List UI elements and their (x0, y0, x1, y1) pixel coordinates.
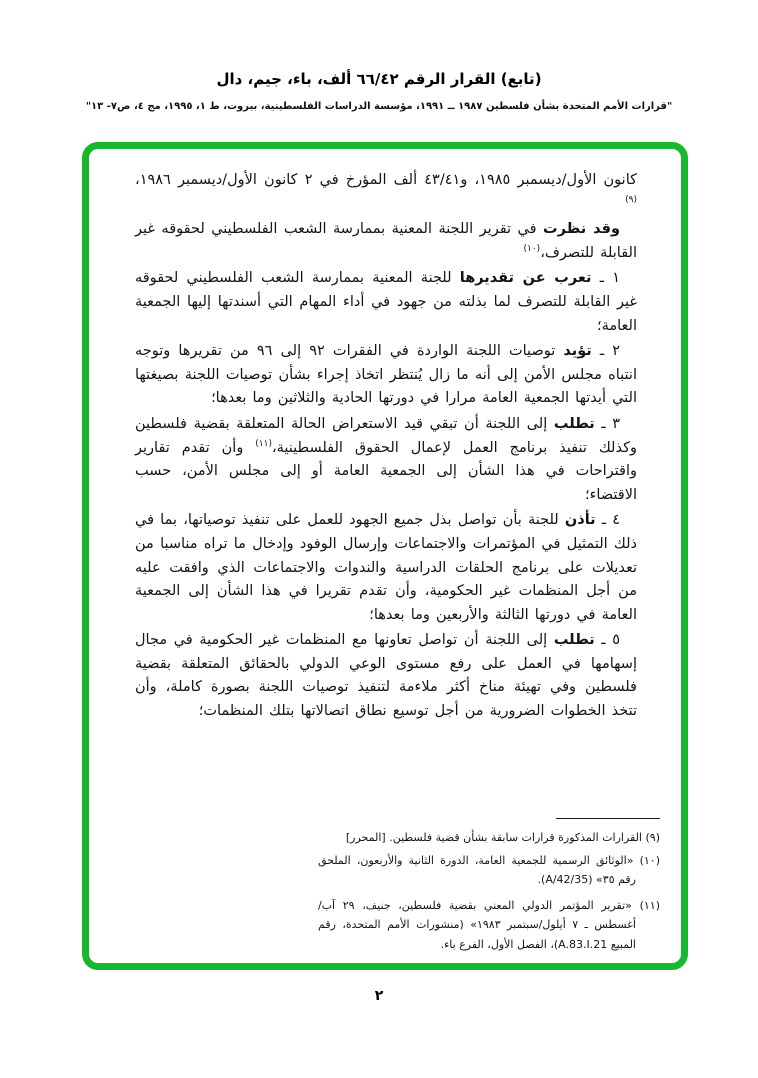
footnote-9 (318, 828, 660, 848)
footnote-separator (556, 818, 660, 819)
resolution-continuation-title: (تابع) القرار الرقم ٦٦/٤٢ ألف، باء، جيم، دال (216, 70, 542, 88)
document-frame (82, 142, 688, 970)
resolution-body (89, 149, 681, 724)
paragraph-having-considered: وقد نظرت في تقرير اللجنة المعنية بممارسة الشعب الفلسطيني لحقوقه غير القابلة للتصرف،$^{(١٠)}$ (135, 221, 637, 261)
footnotes-section (318, 818, 660, 957)
footnote-9-text: القرارات المذكورة قرارات سابقة بشأن قضية فلسطين. [المحرر] (345, 831, 642, 844)
footnote-11 (318, 896, 660, 955)
footnote-10-text: «الوثائق الرسمية للجمعية العامة، الدورة الثانية والأربعون، الملحق رقم ٣٥» (A/42/35). (318, 853, 636, 886)
footnote-10 (318, 851, 660, 890)
footnote-11-marker: (١١) (639, 898, 660, 912)
footnote-10-marker: (١٠) (639, 853, 660, 867)
paragraph-operative-4: ٤ ـ تأذن للجنة بأن تواصل بذل جميع الجهود للعمل على تنفيذ توصياتها، بما في ذلك التمثيل في المؤتمرات والاجتماعات وإرسال الوفود وإدخال ما تراه مناسبا من تعديلات على برنامج الحلقات الدراسية والندوات والاجتماعات الذي وافقت عليه من أجل المنظمات غير الحكومية، وأن تقدم تقريرا في هذا الشأن إلى الجمعية العامة في دورتها الثالثة والأربعين وما بعدها؛ (135, 512, 637, 623)
paragraph-operative-5: ٥ ـ تطلب إلى اللجنة أن تواصل تعاونها مع المنظمات غير الحكومية في مجال إسهامها في العمل على رفع مستوى الوعي الدولي بالحقائق المتعلقة بقضية فلسطين وفي تهيئة مناخ أكثر ملاءمة لتنفيذ توصيات اللجنة بصورة كاملة، وأن تتخذ الخطوات الضرورية من أجل توسيع نطاق اتصالاتها بتلك المنظمات؛ (135, 632, 637, 720)
page-number: ٢ (374, 988, 384, 1004)
paragraph-operative-3: ٣ ـ تطلب إلى اللجنة أن تبقي قيد الاستعراض الحالة المتعلقة بقضية فلسطين وكذلك تنفيذ برنامج العمل لإعمال الحقوق الفلسطينية،$^{(١١)}$ وأن تقدم تقارير واقتراحات في هذا الشأن إلى الجمعية العامة أو إلى مجلس الأمن، حسب الاقتضاء؛ (135, 415, 637, 503)
source-citation: "قرارات الأمم المتحدة بشأن فلسطين ١٩٨٧ ــ ١٩٩١، مؤسسة الدراسات الفلسطينية، بيروت، ط ١، ١٩٩٥، مج ٤، ص٧- ١٣" (85, 101, 673, 112)
paragraph-preamble-continuation: كانون الأول/ديسمبر ١٩٨٥، و٤٣/٤١ ألف المؤرخ في ٢ كانون الأول/ديسمبر ١٩٨٦،$^{(٩)}$ (135, 172, 638, 205)
footnote-9-marker: (٩) (645, 831, 660, 844)
paragraph-operative-1: ١ ـ تعرب عن تقديرها للجنة المعنية بممارسة الشعب الفلسطيني لحقوقه غير القابلة للتصرف لما بذلته من جهود في أداء المهام التي أسندتها إليها الجمعية العامة؛ (135, 270, 637, 334)
paragraph-operative-2: ٢ ـ تؤيد توصيات اللجنة الواردة في الفقرات ٩٢ إلى ٩٦ من تقريرها وتوجه انتباه مجلس الأمن إلى أنه ما زال يُنتظر اتخاذ إجراء بشأن توصيات اللجنة بصيغتها التي أيدتها الجمعية العامة مرارا في دورتها الحادية والثلاثين وما بعدها؛ (135, 343, 637, 407)
footnote-11-text: «تقرير المؤتمر الدولي المعني بقضية فلسطين، جنيف، ٢٩ آب/أغسطس ـ ٧ أيلول/سبتمبر ١٩٨٣» (منشورات الأمم المتحدة، رقم المبيع A.83.I.21)، الفصل الأول، الفرع باء. (318, 898, 636, 951)
